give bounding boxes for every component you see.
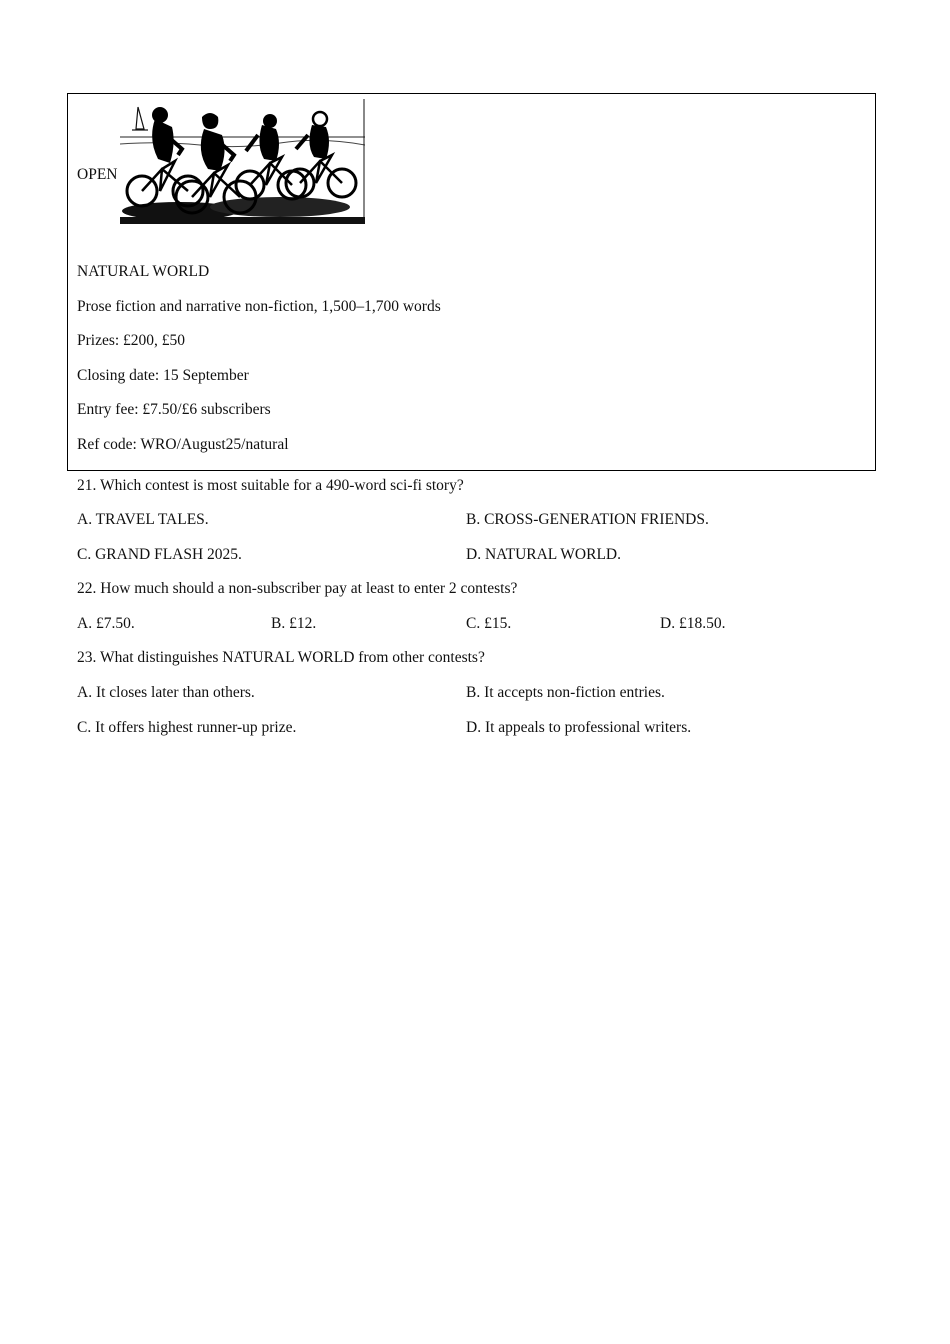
question-23-option-a[interactable]: A. It closes later than others. bbox=[77, 684, 255, 701]
question-21-option-d[interactable]: D. NATURAL WORLD. bbox=[466, 546, 621, 563]
contest-prizes: Prizes: £200, £50 bbox=[77, 332, 186, 349]
question-22-option-c[interactable]: C. £15. bbox=[466, 615, 512, 632]
question-21: 21. Which contest is most suitable for a 490-word sci-fi story? bbox=[77, 477, 464, 494]
contest-box bbox=[67, 93, 876, 471]
contest-entry-fee: Entry fee: £7.50/£6 subscribers bbox=[77, 401, 271, 418]
contest-name: NATURAL WORLD bbox=[77, 263, 210, 280]
question-22-option-a[interactable]: A. £7.50. bbox=[77, 615, 135, 632]
question-23-option-b[interactable]: B. It accepts non-fiction entries. bbox=[466, 684, 665, 701]
question-23: 23. What distinguishes NATURAL WORLD from other contests? bbox=[77, 649, 485, 666]
question-23-option-c[interactable]: C. It offers highest runner-up prize. bbox=[77, 719, 297, 736]
question-22-option-d[interactable]: D. £18.50. bbox=[660, 615, 726, 632]
question-23-option-d[interactable]: D. It appeals to professional writers. bbox=[466, 719, 692, 736]
contest-description: Prose fiction and narrative non-fiction, 1,500–1,700 words bbox=[77, 298, 441, 315]
cyclists-image bbox=[120, 99, 365, 224]
question-21-option-c[interactable]: C. GRAND FLASH 2025. bbox=[77, 546, 242, 563]
open-label: OPEN bbox=[77, 166, 118, 183]
question-21-option-b[interactable]: B. CROSS-GENERATION FRIENDS. bbox=[466, 511, 709, 528]
question-22: 22. How much should a non-subscriber pay at least to enter 2 contests? bbox=[77, 580, 518, 597]
question-22-option-b[interactable]: B. £12. bbox=[271, 615, 317, 632]
contest-ref-code: Ref code: WRO/August25/natural bbox=[77, 436, 289, 453]
contest-closing-date: Closing date: 15 September bbox=[77, 367, 249, 384]
question-21-option-a[interactable]: A. TRAVEL TALES. bbox=[77, 511, 209, 528]
